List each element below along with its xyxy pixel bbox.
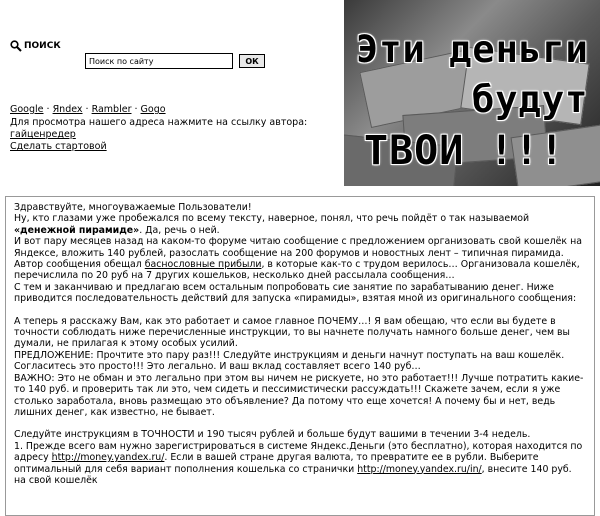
how-it-works-paragraph: А теперь я расскажу Вам, как это работает и самое главное ПОЧЕМУ…! Я вам обещаю, что если вы будете в точности соблюдать ниже перечисленные инструкции, то вы начнете получать намного больше денег, чем вы думали, не прилагая к этому особых усилий. <box>14 315 570 350</box>
search-engine-links <box>10 104 166 115</box>
fabulous-profits-link[interactable]: баснословные прибыли <box>144 259 262 271</box>
search-submit-button[interactable]: ОК <box>239 54 265 68</box>
search-form <box>85 53 265 69</box>
author-link[interactable]: гайценредер <box>10 129 76 140</box>
conclusion-paragraph: С тем и заканчиваю и предлагаю всем остальным попробовать сие занятие по зарабатыванию денег. Ниже приводится последовательность действий для запуска «пирамиды», взятая мной из оригинального сообщения: <box>14 281 577 305</box>
article-content <box>5 196 595 516</box>
banner-line-3: ТВОИ !!! <box>364 128 565 174</box>
yandex-money-link[interactable]: http://money.yandex.ru/ <box>51 452 165 464</box>
offer-paragraph: ПРЕДЛОЖЕНИЕ: Прочтите это пару раз!!! Следуйте инструкциям и деньги начнут поступать на ваш кошелёк. Согласитесь это просто!!! Это легально. И ваш вклад составляет всего 140 руб… <box>14 349 565 373</box>
text: Ну, кто глазами уже пробежался по всему тексту, наверное, понял, что речь пойдёт о так называемой <box>14 213 530 225</box>
money-banner-image <box>344 0 600 186</box>
spacer <box>14 418 586 429</box>
spacer <box>14 305 586 316</box>
banner-line-1: Эти деньги <box>356 28 589 71</box>
author-instruction: Для просмотра нашего адреса нажмите на ссылку автора: <box>10 117 308 128</box>
yandex-link[interactable]: Яndex <box>52 104 83 115</box>
rambler-link[interactable]: Rambler <box>91 104 132 115</box>
text: , внесите 140 руб. на свой кошелёк <box>14 463 572 486</box>
search-label-text: ПОИСК <box>24 41 61 51</box>
instructions-paragraph: Следуйте инструкциям в ТОЧНОСТИ и 190 тысяч рублей и больше будут вашими в течении 3-4 недель. <box>14 429 531 441</box>
banner-line-2: будут <box>472 78 589 121</box>
search-input[interactable] <box>85 53 233 69</box>
separator: · <box>131 104 141 115</box>
author-link-wrap <box>10 129 76 140</box>
search-label <box>10 40 61 52</box>
step-1-paragraph <box>14 441 586 487</box>
text: И вот пару месяцев назад на каком-то форуме читаю сообщение с предложением организовать свой кошелёк на Яндексе, вложить 140 рублей, разослать сообщение на 200 форумов и новостных лент – типичная пирамида. Автор сообщения обещал <box>14 236 582 271</box>
intro-paragraph <box>14 213 586 236</box>
separator: · <box>43 104 53 115</box>
make-start-page-link[interactable]: Сделать стартовой <box>10 141 107 152</box>
separator: · <box>82 104 92 115</box>
text: . Если в вашей стране другая валюта, то превратите ее в рубли. Выберите оптимальный для себя вариант пополнения кошелька со странички <box>14 452 539 475</box>
yandex-money-in-link[interactable]: http://money.yandex.ru/in/ <box>357 463 482 475</box>
google-link[interactable]: Google <box>10 104 44 115</box>
start-page-link-wrap <box>10 141 107 152</box>
text: , в которые как-то с трудом верилось… Организовала кошелёк, перечислила по 20 руб на 7 других кошельков, несколько дней рассылала сообщения… <box>14 259 580 282</box>
magnifier-icon <box>10 40 22 52</box>
story-paragraph <box>14 236 586 282</box>
important-paragraph: ВАЖНО: Это не обман и это легально при этом вы ничем не рискуете, но это работает!!! Лучше потратить какие-то 140 руб. и проверить так ли это, чем сидеть и пессимистически рассуждать!!! Скажете зачем, если я уже столько заработала, вновь размещаю это объявление? Да потому что еще хочется! А почему бы и нет, ведь лишних денег, как известно, не бывает. <box>14 372 584 418</box>
text: . Да, речь о ней. <box>139 224 220 236</box>
gogo-link[interactable]: Gogo <box>140 104 166 115</box>
text: 1. Прежде всего вам нужно зарегистрироваться в системе Яндекс.Деньги (это бесплатно), которая находится по адресу <box>14 440 583 464</box>
pyramid-term: «денежной пирамиде» <box>14 224 140 236</box>
greeting: Здравствуйте, многоуважаемые Пользователи! <box>14 202 252 213</box>
